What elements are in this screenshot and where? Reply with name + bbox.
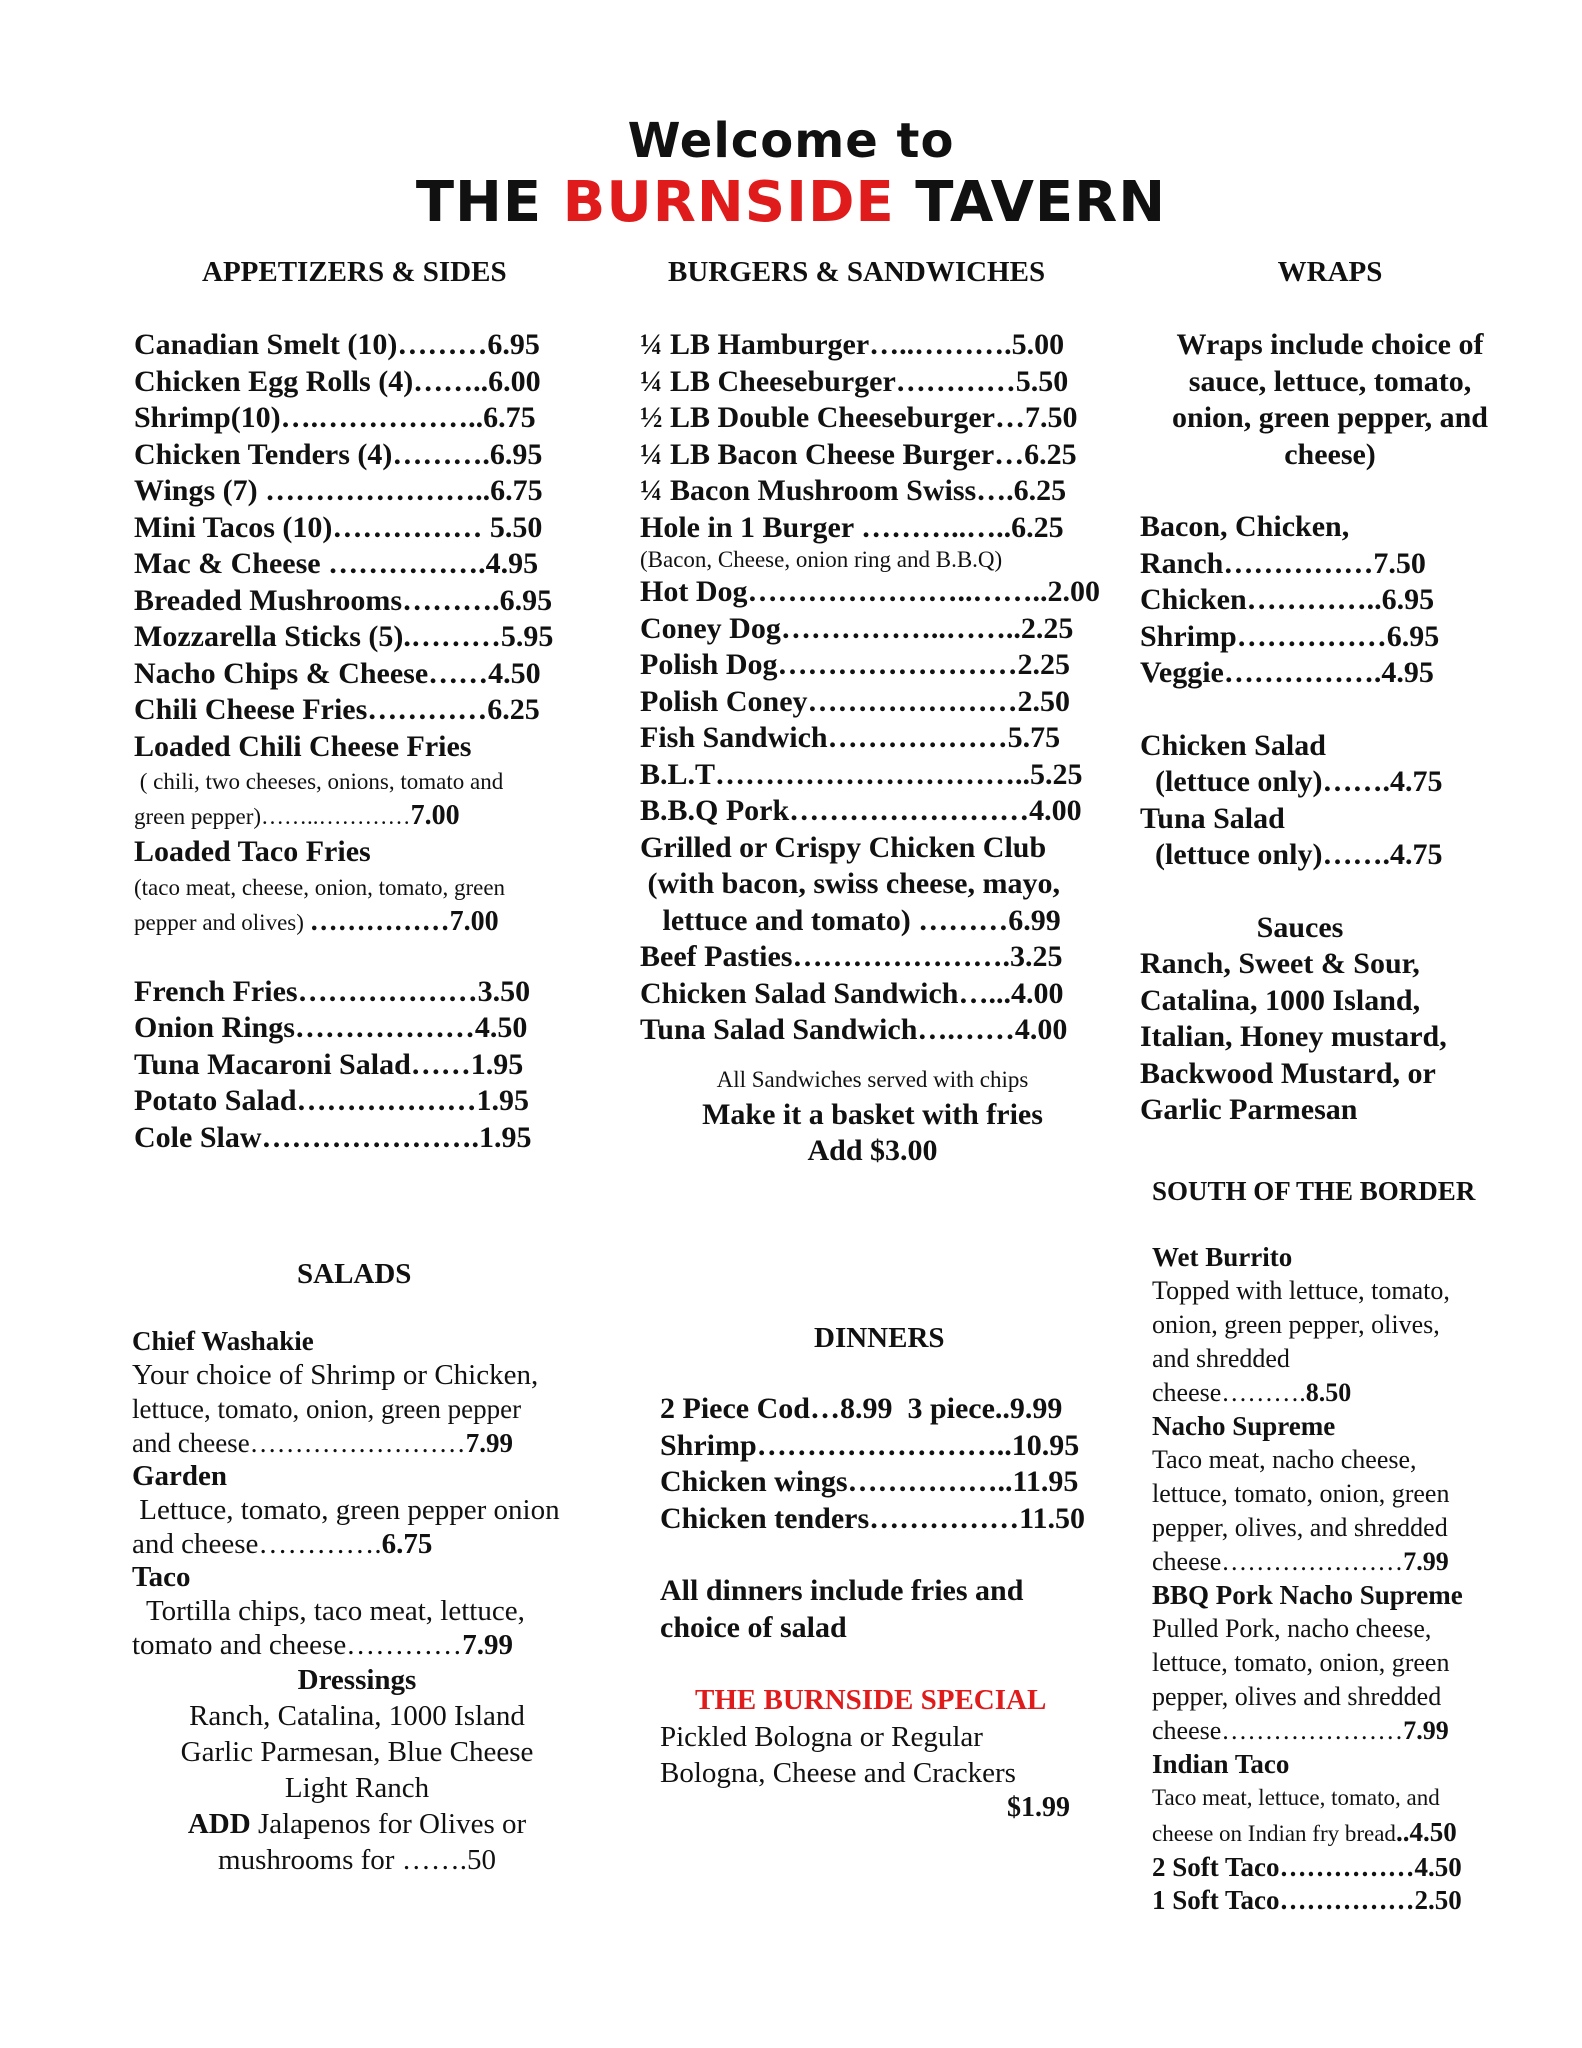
welcome-text: Welcome to bbox=[627, 113, 955, 169]
menu-item: Chicken tenders……………11.50 bbox=[660, 1501, 1086, 1535]
menu-item: Veggie…………….4.95 bbox=[1140, 656, 1434, 689]
dinners-section bbox=[660, 1322, 1120, 1824]
menu-item: Bacon, Chicken, bbox=[1140, 510, 1350, 543]
south-description bbox=[1152, 1376, 1552, 1410]
south-section bbox=[1152, 1176, 1552, 1917]
menu-item: Cole Slaw………………….1.95 bbox=[134, 1120, 532, 1154]
sauces-heading: Sauces bbox=[1256, 910, 1344, 944]
special-heading: THE BURNSIDE SPECIAL bbox=[695, 1684, 1047, 1716]
item-price: ..4.50 bbox=[1395, 1817, 1457, 1847]
menu-item: Mini Tacos (10)…………… 5.50 bbox=[134, 510, 543, 544]
menu-item: Shrimp(10)….……………..6.75 bbox=[134, 401, 536, 434]
south-description: lettuce, tomato, onion, green bbox=[1152, 1479, 1450, 1508]
salad-name: Garden bbox=[132, 1460, 228, 1492]
special-description: Bologna, Cheese and Crackers bbox=[660, 1756, 1016, 1789]
item-price: ……………7.00 bbox=[309, 905, 499, 937]
menu-item: Ranch……………7.50 bbox=[1140, 546, 1426, 580]
menu-item: ¼ Bacon Mushroom Swiss….6.25 bbox=[640, 474, 1067, 507]
menu-item: Loaded Taco Fries bbox=[134, 835, 371, 868]
south-description: Pulled Pork, nacho cheese, bbox=[1152, 1614, 1432, 1643]
menu-item: 2 Piece Cod…8.99 3 piece..9.99 bbox=[660, 1392, 1063, 1425]
menu-item: Hot Dog…………………..……..2.00 bbox=[640, 575, 1100, 608]
menu-item: Chicken Salad Sandwich…...4.00 bbox=[640, 976, 1064, 1010]
menu-item: Coney Dog……………..……..2.25 bbox=[640, 611, 1074, 645]
wraps-intro: Wraps include choice of bbox=[1176, 328, 1484, 361]
menu-item: Tuna Salad bbox=[1140, 801, 1285, 835]
south-description: lettuce, tomato, onion, green bbox=[1152, 1648, 1450, 1677]
salad-description: Your choice of Shrimp or Chicken, bbox=[132, 1359, 539, 1391]
dressings-heading: Dressings bbox=[297, 1664, 417, 1696]
description-text: green pepper)……..………… bbox=[134, 804, 411, 829]
menu-item: Tuna Macaroni Salad……1.95 bbox=[134, 1047, 524, 1081]
item-description bbox=[134, 905, 574, 940]
menu-item: Potato Salad………………1.95 bbox=[134, 1084, 530, 1117]
menu-item: Nacho Chips & Cheese……4.50 bbox=[134, 656, 541, 690]
salad-description: lettuce, tomato, onion, green pepper bbox=[132, 1394, 522, 1424]
menu-item: Mac & Cheese …………….4.95 bbox=[134, 547, 539, 580]
wraps-section bbox=[1140, 256, 1520, 1129]
menu-item: Hole in 1 Burger ………..…..6.25 bbox=[640, 510, 1064, 544]
south-description: pepper, olives and shredded bbox=[1152, 1682, 1442, 1711]
dressing-line: Garlic Parmesan, Blue Cheese bbox=[180, 1736, 534, 1768]
item-price: 7.00 bbox=[410, 800, 460, 831]
wraps-intro: cheese) bbox=[1284, 437, 1376, 471]
menu-item: Beef Pasties………………….3.25 bbox=[640, 940, 1063, 973]
add-label: ADD bbox=[187, 1808, 251, 1840]
special-price: $1.99 bbox=[1007, 1791, 1070, 1823]
dinners-note: choice of salad bbox=[660, 1610, 847, 1644]
menu-item: ¼ LB Hamburger…..……….5.00 bbox=[640, 328, 1065, 361]
south-description: and shredded bbox=[1152, 1344, 1290, 1373]
restaurant-title bbox=[0, 170, 1582, 236]
item-price: 6.75 bbox=[381, 1528, 433, 1560]
item-price: 7.99 bbox=[1403, 1716, 1449, 1745]
menu-item: Shrimp……………6.95 bbox=[1140, 619, 1440, 653]
menu-header bbox=[0, 112, 1582, 236]
item-description: (taco meat, cheese, onion, tomato, green bbox=[134, 874, 506, 900]
menu-item: Chicken Egg Rolls (4)……..6.00 bbox=[134, 364, 541, 398]
title-burnside: BURNSIDE bbox=[562, 170, 895, 235]
salad-name: Taco bbox=[132, 1561, 191, 1593]
menu-item: Loaded Chili Cheese Fries bbox=[134, 729, 472, 763]
south-description bbox=[1152, 1815, 1552, 1851]
menu-item: Fish Sandwich………………5.75 bbox=[640, 721, 1061, 754]
menu-item: lettuce and tomato) ………6.99 bbox=[640, 903, 1061, 937]
description-text: and cheese…………. bbox=[132, 1528, 382, 1560]
south-description bbox=[1152, 1545, 1552, 1579]
basket-note: Make it a basket with fries bbox=[702, 1097, 1043, 1131]
sauce-line: Italian, Honey mustard, bbox=[1140, 1020, 1447, 1053]
menu-item: Grilled or Crispy Chicken Club bbox=[640, 830, 1047, 864]
item-price: 8.50 bbox=[1305, 1378, 1352, 1407]
dinners-note: All dinners include fries and bbox=[660, 1574, 1024, 1607]
menu-item: Polish Dog……………………2.25 bbox=[640, 648, 1071, 681]
sauce-line: Backwood Mustard, or bbox=[1140, 1056, 1436, 1090]
menu-item: Chicken…………..6.95 bbox=[1140, 583, 1435, 616]
dressing-line: Light Ranch bbox=[284, 1772, 430, 1804]
dressing-line: Ranch, Catalina, 1000 Island bbox=[189, 1700, 525, 1732]
menu-item: ¼ LB Cheeseburger…………5.50 bbox=[640, 364, 1069, 398]
south-item-name: Indian Taco bbox=[1152, 1749, 1290, 1779]
salad-name: Chief Washakie bbox=[132, 1326, 314, 1356]
sauce-line: Ranch, Sweet & Sour, bbox=[1140, 947, 1420, 980]
menu-item: Breaded Mushrooms……….6.95 bbox=[134, 583, 553, 617]
description-text: cheese on Indian fry bread bbox=[1152, 1821, 1396, 1846]
salad-description bbox=[132, 1426, 602, 1460]
menu-item: Polish Coney…………………2.50 bbox=[640, 684, 1071, 718]
item-price: 7.99 bbox=[465, 1428, 513, 1458]
wraps-intro: onion, green pepper, and bbox=[1172, 401, 1488, 434]
menu-item: Onion Rings………………4.50 bbox=[134, 1011, 528, 1044]
add-line: mushrooms for …….50 bbox=[218, 1844, 496, 1876]
item-description bbox=[134, 799, 574, 834]
menu-item: (lettuce only)…….4.75 bbox=[1140, 765, 1443, 798]
add-line bbox=[132, 1806, 582, 1842]
salad-description: Tortilla chips, taco meat, lettuce, bbox=[132, 1595, 525, 1627]
dinners-heading: DINNERS bbox=[814, 1322, 945, 1354]
south-description: Topped with lettuce, tomato, bbox=[1152, 1276, 1450, 1305]
title-post: TAVERN bbox=[894, 170, 1167, 235]
salad-description bbox=[132, 1527, 602, 1561]
salads-section bbox=[132, 1258, 602, 1878]
menu-item: B.B.Q Pork……………………4.00 bbox=[640, 794, 1082, 827]
item-description: ( chili, two cheeses, onions, tomato and bbox=[134, 769, 504, 794]
salads-heading: SALADS bbox=[297, 1258, 412, 1290]
south-description: Taco meat, lettuce, tomato, and bbox=[1152, 1785, 1440, 1810]
sauce-line: Catalina, 1000 Island, bbox=[1140, 983, 1421, 1017]
menu-item: 2 Soft Taco……………4.50 bbox=[1152, 1852, 1462, 1882]
south-item-name: Wet Burrito bbox=[1152, 1242, 1293, 1272]
description-text: tomato and cheese………… bbox=[132, 1629, 463, 1661]
menu-item: Chicken Salad bbox=[1140, 728, 1326, 762]
menu-item: Canadian Smelt (10)………6.95 bbox=[134, 328, 540, 361]
menu-item: (with bacon, swiss cheese, mayo, bbox=[640, 867, 1060, 900]
menu-item: 1 Soft Taco……………2.50 bbox=[1152, 1885, 1462, 1915]
burgers-heading: BURGERS & SANDWICHES bbox=[668, 256, 1046, 288]
item-description: (Bacon, Cheese, onion ring and B.B.Q) bbox=[640, 547, 1003, 572]
menu-item: Chili Cheese Fries…………6.25 bbox=[134, 693, 540, 726]
south-description: Taco meat, nacho cheese, bbox=[1152, 1445, 1417, 1474]
menu-item: Mozzarella Sticks (5).………5.95 bbox=[134, 620, 554, 653]
south-description bbox=[1152, 1714, 1552, 1748]
south-heading: SOUTH OF THE BORDER bbox=[1152, 1176, 1476, 1206]
description-text: cheese………………… bbox=[1152, 1547, 1404, 1576]
description-text: and cheese…………………… bbox=[132, 1428, 466, 1458]
title-pre: THE bbox=[415, 170, 563, 235]
sauce-line: Garlic Parmesan bbox=[1140, 1093, 1358, 1126]
menu-item: B.L.T…………………………..5.25 bbox=[640, 757, 1083, 791]
wraps-heading: WRAPS bbox=[1277, 256, 1383, 288]
appetizers-heading: APPETIZERS & SIDES bbox=[202, 256, 507, 288]
salad-description: Lettuce, tomato, green pepper onion bbox=[132, 1494, 560, 1526]
south-item-name: BBQ Pork Nacho Supreme bbox=[1152, 1580, 1463, 1610]
menu-item: Wings (7) …………………..6.75 bbox=[134, 474, 543, 507]
add-text: Jalapenos for Olives or bbox=[250, 1808, 527, 1840]
menu-item: ½ LB Double Cheeseburger…7.50 bbox=[640, 401, 1078, 434]
basket-price: Add $3.00 bbox=[807, 1134, 938, 1167]
menu-item: Chicken wings……………..11.95 bbox=[660, 1465, 1079, 1498]
description-text: cheese………. bbox=[1152, 1378, 1306, 1407]
item-price: 7.99 bbox=[1403, 1547, 1449, 1576]
item-price: 7.99 bbox=[462, 1629, 513, 1661]
menu-item: French Fries………………3.50 bbox=[134, 974, 531, 1008]
menu-item: Tuna Salad Sandwich….……4.00 bbox=[640, 1013, 1068, 1046]
special-description: Pickled Bologna or Regular bbox=[660, 1720, 983, 1753]
salad-description bbox=[132, 1628, 602, 1662]
menu-item: Shrimp……………………..10.95 bbox=[660, 1428, 1080, 1462]
description-text: pepper and olives) bbox=[134, 909, 310, 935]
menu-item: Chicken Tenders (4)……….6.95 bbox=[134, 437, 543, 471]
appetizers-section bbox=[134, 256, 574, 1156]
description-text: cheese………………… bbox=[1152, 1716, 1404, 1745]
south-item-name: Nacho Supreme bbox=[1152, 1411, 1336, 1441]
menu-item: ¼ LB Bacon Cheese Burger…6.25 bbox=[640, 437, 1077, 471]
south-description: onion, green pepper, olives, bbox=[1152, 1310, 1440, 1339]
south-description: pepper, olives, and shredded bbox=[1152, 1513, 1448, 1542]
wraps-intro: sauce, lettuce, tomato, bbox=[1188, 364, 1472, 398]
menu-item: (lettuce only)…….4.75 bbox=[1140, 838, 1443, 871]
burgers-section bbox=[640, 256, 1110, 1170]
chips-note: All Sandwiches served with chips bbox=[716, 1066, 1029, 1092]
